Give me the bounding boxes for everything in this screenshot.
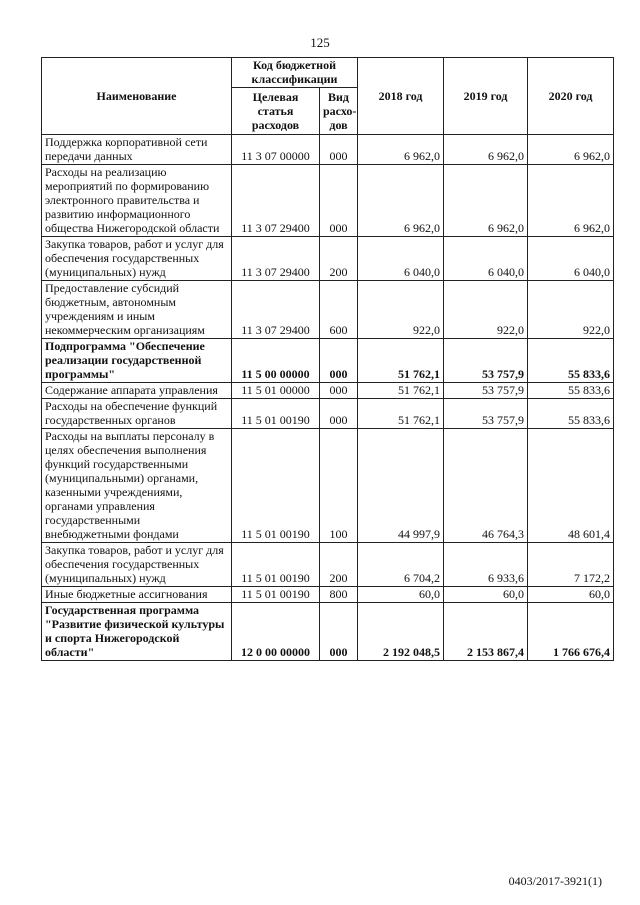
page-number: 125	[310, 35, 330, 50]
header-code-group: Код бюджетной классификации	[232, 58, 358, 88]
row-target-code: 11 5 01 00190	[232, 543, 320, 587]
row-value-2019: 2 153 867,4	[444, 603, 528, 661]
row-expense-kind: 000	[320, 399, 358, 429]
header-2019: 2019 год	[444, 58, 528, 135]
row-expense-kind: 000	[320, 603, 358, 661]
row-value-2020: 55 833,6	[528, 339, 614, 383]
row-value-2019: 53 757,9	[444, 383, 528, 399]
row-value-2019: 46 764,3	[444, 429, 528, 543]
row-expense-kind: 000	[320, 165, 358, 237]
table-row	[42, 587, 614, 603]
row-target-code: 11 3 07 29400	[232, 281, 320, 339]
row-target-code: 11 5 00 00000	[232, 339, 320, 383]
row-target-code: 11 3 07 29400	[232, 165, 320, 237]
header-2020: 2020 год	[528, 58, 614, 135]
table-row	[42, 429, 614, 543]
table-row	[42, 543, 614, 587]
row-name: Закупка товаров, работ и услуг для обеспечения государственных (муниципальных) нужд	[42, 237, 232, 281]
document-code: 0403/2017-3921(1)	[508, 874, 602, 888]
row-value-2018: 6 962,0	[358, 165, 444, 237]
row-expense-kind: 000	[320, 383, 358, 399]
row-value-2019: 60,0	[444, 587, 528, 603]
row-value-2020: 6 040,0	[528, 237, 614, 281]
row-expense-kind: 000	[320, 135, 358, 165]
table-body	[42, 135, 614, 661]
table-row	[42, 135, 614, 165]
header-2018: 2018 год	[358, 58, 444, 135]
row-target-code: 11 5 01 00190	[232, 587, 320, 603]
header-target: Целевая статья расходов	[232, 88, 320, 135]
row-name: Расходы на реализацию мероприятий по формированию электронного правительства и развитию информационного общества Нижегородской области	[42, 165, 232, 237]
row-expense-kind: 800	[320, 587, 358, 603]
table-row	[42, 399, 614, 429]
row-value-2018: 51 762,1	[358, 383, 444, 399]
row-value-2018: 6 962,0	[358, 135, 444, 165]
row-value-2020: 48 601,4	[528, 429, 614, 543]
header-kind: Вид расхо-дов	[320, 88, 358, 135]
row-name: Содержание аппарата управления	[42, 383, 232, 399]
row-value-2018: 44 997,9	[358, 429, 444, 543]
row-value-2018: 6 040,0	[358, 237, 444, 281]
row-expense-kind: 200	[320, 237, 358, 281]
row-expense-kind: 600	[320, 281, 358, 339]
row-target-code: 11 5 01 00000	[232, 383, 320, 399]
row-value-2020: 7 172,2	[528, 543, 614, 587]
budget-table	[41, 57, 614, 661]
table-row	[42, 165, 614, 237]
row-value-2019: 53 757,9	[444, 339, 528, 383]
table-row	[42, 281, 614, 339]
table-row	[42, 339, 614, 383]
row-value-2020: 922,0	[528, 281, 614, 339]
table-row	[42, 603, 614, 661]
row-name: Предоставление субсидий бюджетным, автономным учреждениям и иным некоммерческим организациям	[42, 281, 232, 339]
row-value-2020: 1 766 676,4	[528, 603, 614, 661]
row-value-2019: 922,0	[444, 281, 528, 339]
row-name: Государственная программа "Развитие физической культуры и спорта Нижегородской области"	[42, 603, 232, 661]
table-row	[42, 383, 614, 399]
row-name: Расходы на обеспечение функций государственных органов	[42, 399, 232, 429]
row-expense-kind: 100	[320, 429, 358, 543]
row-value-2020: 55 833,6	[528, 399, 614, 429]
row-name: Поддержка корпоративной сети передачи данных	[42, 135, 232, 165]
row-value-2019: 6 962,0	[444, 135, 528, 165]
header-name: Наименование	[42, 58, 232, 135]
row-target-code: 12 0 00 00000	[232, 603, 320, 661]
row-value-2020: 60,0	[528, 587, 614, 603]
row-target-code: 11 3 07 29400	[232, 237, 320, 281]
row-value-2020: 6 962,0	[528, 135, 614, 165]
row-name: Расходы на выплаты персоналу в целях обеспечения выполнения функций государственными (муниципальными) органами, казенными учреждениями, органами управления государственными внебюджетными фондами	[42, 429, 232, 543]
row-target-code: 11 5 01 00190	[232, 399, 320, 429]
row-value-2018: 51 762,1	[358, 399, 444, 429]
row-value-2018: 51 762,1	[358, 339, 444, 383]
row-name: Подпрограмма "Обеспечение реализации государственной программы"	[42, 339, 232, 383]
row-value-2019: 6 962,0	[444, 165, 528, 237]
row-value-2018: 2 192 048,5	[358, 603, 444, 661]
row-name: Иные бюджетные ассигнования	[42, 587, 232, 603]
row-value-2020: 55 833,6	[528, 383, 614, 399]
row-target-code: 11 3 07 00000	[232, 135, 320, 165]
row-value-2018: 6 704,2	[358, 543, 444, 587]
row-expense-kind: 000	[320, 339, 358, 383]
row-name: Закупка товаров, работ и услуг для обеспечения государственных (муниципальных) нужд	[42, 543, 232, 587]
table-row	[42, 237, 614, 281]
row-value-2019: 6 040,0	[444, 237, 528, 281]
row-value-2020: 6 962,0	[528, 165, 614, 237]
row-value-2018: 60,0	[358, 587, 444, 603]
row-value-2018: 922,0	[358, 281, 444, 339]
row-value-2019: 53 757,9	[444, 399, 528, 429]
row-expense-kind: 200	[320, 543, 358, 587]
row-value-2019: 6 933,6	[444, 543, 528, 587]
row-target-code: 11 5 01 00190	[232, 429, 320, 543]
